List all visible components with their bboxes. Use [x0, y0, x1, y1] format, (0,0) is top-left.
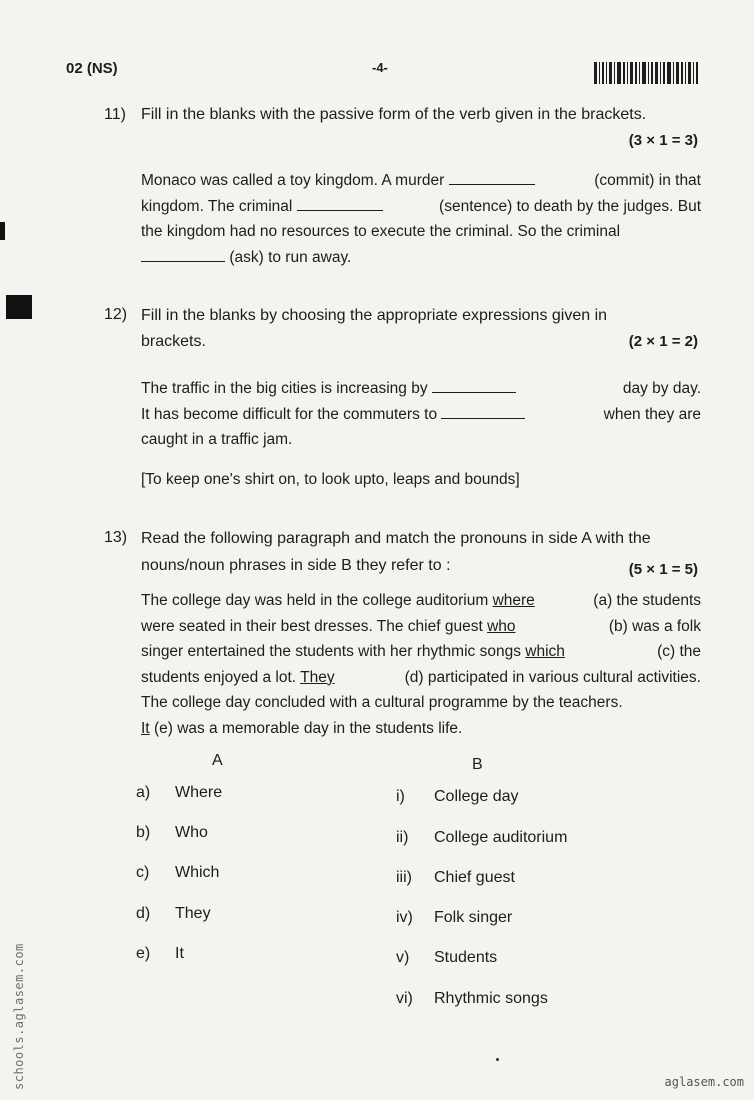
question-instruction: Fill in the blanks with the passive form of the verb given in the brackets. — [141, 106, 647, 123]
column-b-title: B — [472, 756, 483, 773]
passage-text: (ask) to run away. — [229, 248, 352, 266]
passage-text: (commit) in that — [594, 172, 701, 189]
passage-text: singer entertained the students with her rhythmic songs — [141, 643, 521, 660]
passage-line — [141, 168, 701, 194]
column-b-item: Students — [434, 949, 498, 966]
column-a-key: c) — [136, 864, 150, 881]
passage-text: The traffic in the big cities is increasing by — [141, 380, 428, 397]
pronoun-where: where — [492, 592, 535, 609]
passage-text: (c) the — [657, 643, 701, 660]
question-instruction: nouns/noun phrases in side B they refer to : — [141, 557, 451, 574]
passage-text: The college day was held in the college auditorium — [141, 592, 489, 609]
column-a-key: a) — [136, 784, 151, 801]
passage-line — [141, 194, 701, 220]
fill-blank — [141, 247, 225, 262]
passage-text: kingdom. The criminal — [141, 197, 293, 215]
passage-text: (d) participated in various cultural activities. — [404, 668, 701, 686]
margin-mark — [0, 222, 5, 240]
page-number: -4- — [372, 60, 388, 75]
passage-line — [141, 588, 701, 614]
side-watermark: schools.aglasem.com — [12, 943, 26, 1090]
column-b-item: Folk singer — [434, 909, 513, 926]
barcode-icon — [594, 62, 698, 84]
column-b-key: iv) — [396, 909, 413, 926]
column-a-item: It — [175, 945, 184, 962]
passage-line — [141, 245, 701, 271]
fill-blank — [297, 196, 383, 211]
column-a-key: b) — [136, 824, 151, 841]
passage-text: It has become difficult for the commuters to — [141, 405, 438, 423]
pronoun-which: which — [525, 643, 565, 660]
question-marks: (3 × 1 = 3) — [628, 132, 698, 149]
question-instruction: brackets. — [141, 333, 206, 350]
column-b-key: i) — [396, 788, 405, 805]
column-a-item: Who — [175, 824, 208, 841]
question-instruction: Fill in the blanks by choosing the appropriate expressions given in — [141, 307, 608, 324]
passage-line — [141, 376, 701, 402]
passage-line: caught in a traffic jam. — [141, 431, 293, 448]
passage-text: were seated in their best dresses. The chief guest — [141, 617, 483, 635]
passage-text: (a) the students — [593, 592, 701, 609]
fill-blank — [449, 170, 535, 185]
passage-line — [141, 639, 701, 665]
passage-q13 — [141, 588, 701, 741]
fill-blank — [432, 378, 516, 393]
footer-watermark: aglasem.com — [664, 1075, 744, 1089]
passage-text: (e) was a memorable day in the students life. — [153, 719, 463, 737]
column-a-key: d) — [136, 905, 151, 922]
column-b-key: vi) — [396, 990, 413, 1007]
paper-code: 02 (NS) — [66, 60, 118, 77]
column-a-item: Where — [175, 784, 223, 801]
column-b-item: College day — [434, 788, 519, 805]
passage-text: Monaco was called a toy kingdom. A murder — [141, 172, 445, 189]
question-number: 11) — [104, 106, 126, 123]
passage-text: day by day. — [622, 380, 701, 397]
question-instruction: Read the following paragraph and match the pronouns in side A with the — [141, 530, 651, 547]
passage-line — [141, 402, 701, 428]
column-b-key: ii) — [396, 829, 409, 846]
pronoun-it: It — [141, 719, 150, 737]
question-number: 13) — [104, 529, 128, 546]
column-b-item: Chief guest — [434, 869, 515, 886]
ink-dot — [496, 1058, 499, 1061]
margin-mark — [6, 295, 32, 319]
column-b-item: College auditorium — [434, 829, 568, 846]
passage-line — [141, 716, 701, 742]
column-a-key: e) — [136, 945, 151, 962]
column-a-title: A — [212, 752, 223, 769]
passage-text: (sentence) to death by the judges. But — [439, 197, 701, 215]
passage-line — [141, 614, 701, 640]
options-list: [To keep one's shirt on, to look upto, leaps and bounds] — [141, 471, 520, 488]
passage-line — [141, 665, 701, 691]
passage-line: The college day concluded with a cultural programme by the teachers. — [141, 694, 623, 711]
column-a-item: They — [175, 905, 211, 922]
question-marks: (5 × 1 = 5) — [628, 561, 698, 578]
passage-text: (b) was a folk — [608, 617, 701, 635]
pronoun-who: who — [487, 617, 516, 635]
question-marks: (2 × 1 = 2) — [628, 333, 698, 350]
passage-q11 — [141, 168, 701, 270]
column-a-item: Which — [175, 864, 220, 881]
column-b-key: v) — [396, 949, 410, 966]
question-number: 12) — [104, 306, 128, 323]
pronoun-they: They — [300, 668, 335, 686]
passage-line: the kingdom had no resources to execute the criminal. So the criminal — [141, 223, 621, 240]
passage-q12 — [141, 376, 701, 453]
fill-blank — [441, 404, 525, 419]
passage-text: students enjoyed a lot. — [141, 668, 297, 686]
column-b-item: Rhythmic songs — [434, 990, 548, 1007]
column-b-key: iii) — [396, 869, 412, 886]
passage-text: when they are — [603, 405, 701, 423]
